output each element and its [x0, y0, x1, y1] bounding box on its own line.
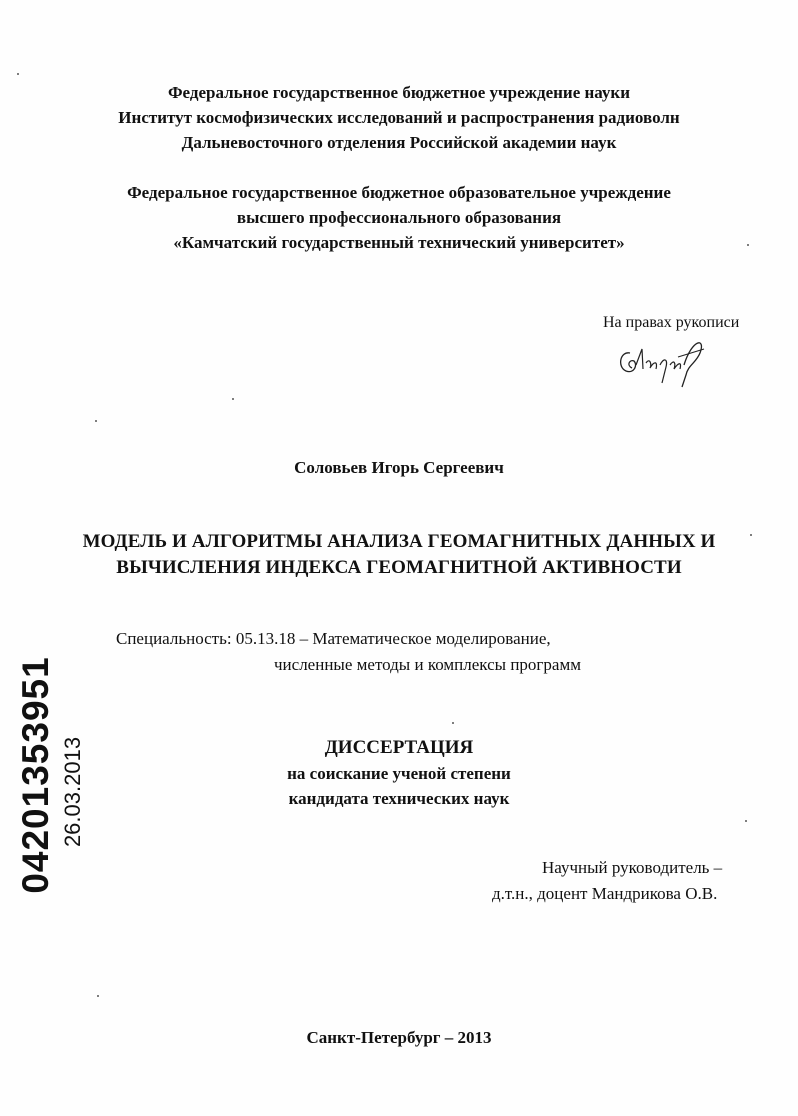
stamp-number — [15, 656, 56, 894]
scan-speck — [232, 398, 234, 400]
stamp-number-text: 04201353951 — [15, 656, 56, 894]
title-line-2: ВЫЧИСЛЕНИЯ ИНДЕКСА ГЕОМАГНИТНОЙ АКТИВНОСТИ — [116, 557, 682, 578]
dissertation-line-1: на соискание ученой степени — [287, 764, 511, 783]
city-year: Санкт-Петербург – 2013 — [306, 1028, 492, 1047]
scan-speck — [745, 820, 747, 822]
scan-speck — [95, 420, 97, 422]
dissertation-heading: ДИССЕРТАЦИЯ — [324, 737, 474, 758]
university-line-2: высшего профессионального образования — [236, 208, 562, 227]
stamp-date — [58, 730, 88, 854]
stamp-date-text: 26.03.2013 — [60, 736, 85, 848]
signature-image — [612, 335, 712, 390]
header-line-2: Институт космофизических исследований и распространения радиоволн — [118, 108, 680, 127]
header-line-3: Дальневосточного отделения Российской академии наук — [181, 133, 617, 152]
header-line-1: Федеральное государственное бюджетное учреждение науки — [167, 83, 631, 102]
university-line-3: «Камчатский государственный технический университет» — [173, 233, 625, 252]
title-line-1: МОДЕЛЬ И АЛГОРИТМЫ АНАЛИЗА ГЕОМАГНИТНЫХ ДАННЫХ И — [82, 531, 716, 552]
supervisor-line-2: д.т.н., доцент Мандрикова О.В. — [492, 884, 718, 903]
supervisor-line-1: Научный руководитель – — [542, 858, 723, 877]
university-line-1: Федеральное государственное бюджетное образовательное учреждение — [127, 183, 671, 202]
scan-speck — [452, 722, 454, 724]
author-name: Соловьев Игорь Сергеевич — [294, 458, 504, 477]
scan-speck — [750, 534, 752, 536]
scan-speck — [17, 73, 19, 75]
dissertation-line-2: кандидата технических наук — [288, 789, 510, 808]
specialty-line-1: Специальность: 05.13.18 – Математическое моделирование, — [116, 629, 551, 648]
specialty-line-2: численные методы и комплексы программ — [274, 655, 581, 674]
manuscript-note: На правах рукописи — [603, 314, 740, 331]
scan-speck — [747, 244, 749, 246]
scan-speck — [97, 995, 99, 997]
